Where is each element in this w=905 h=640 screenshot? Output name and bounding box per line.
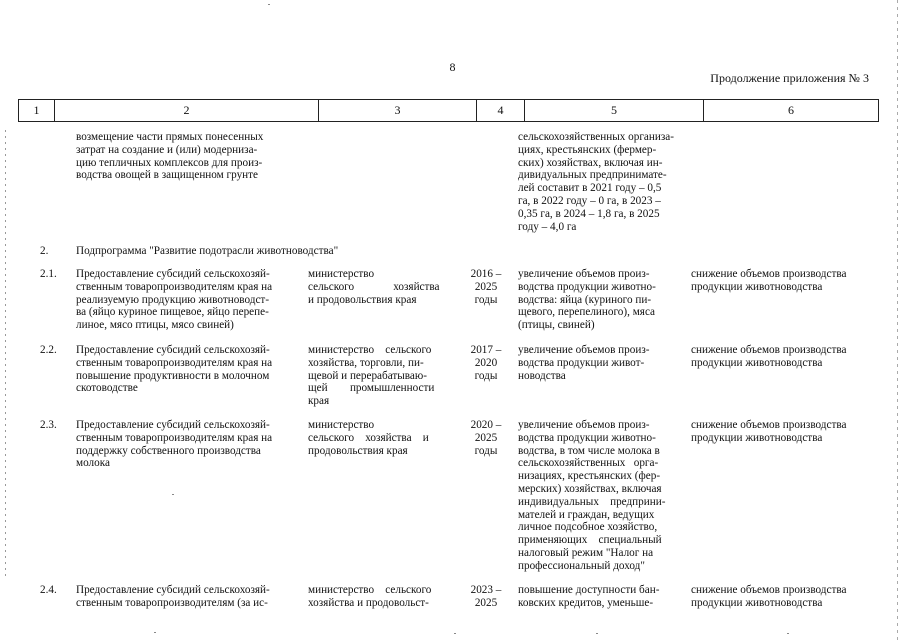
row-consequence: снижение объемов производства продукции животноводства: [691, 584, 847, 609]
scan-speck: [454, 633, 456, 634]
row-result: повышение доступности бан- ковских кредитов, уменьше-: [518, 584, 660, 609]
scan-speck: [268, 4, 270, 5]
scan-speck: [596, 633, 598, 634]
row-measure: возмещение части прямых понесенных затрат на создание и (или) модерниза- цию тепличных комплексов для произ- водства овощей в защищенном грунте: [76, 131, 264, 182]
scan-left-edge: [5, 130, 6, 580]
row-number: 2.4.: [40, 584, 57, 596]
continuation-label: Продолжение приложения № 3: [710, 71, 869, 85]
row-measure: Предоставление субсидий сельскохозяй- ственным товаропроизводителям края на повышение продуктивности в молочном скотоводстве: [76, 344, 273, 395]
row-number: 2.2.: [40, 344, 57, 356]
row-result: увеличение объемов произ- водства продукции живот- новодства: [518, 344, 650, 382]
scan-speck: [787, 633, 789, 634]
row-consequence: снижение объемов производства продукции животноводства: [691, 344, 847, 369]
row-number: 2.1.: [40, 268, 57, 280]
row-executor: министерство сельского хозяйства и продовольствия края: [308, 268, 440, 306]
row-measure: Предоставление субсидий сельскохозяй- ственным товаропроизводителям края на реализуемую продукцию животноводст- ва (яйцо куриное пищевое, яйцо перепе- линое, мясо птицы, мясо свиней): [76, 268, 273, 332]
row-measure: Подпрограмма "Развитие подотрасли животноводства": [76, 245, 339, 257]
scan-speck: [154, 632, 156, 633]
scan-speck: [172, 494, 174, 495]
row-result: увеличение объемов произ- водства продукции животно- водства: яйца (куриного пи- щевого, перепелиного), мяса (птицы, свиней): [518, 268, 656, 332]
row-measure: Предоставление субсидий сельскохозяй- ственным товаропроизводителям (за ис-: [76, 584, 270, 609]
row-number: 2.: [40, 245, 49, 257]
row-result: сельскохозяйственных организа- циях, крестьянских (фермер- ских) хозяйствах, включая ин- дивидуальных предпринимате- лей составит в 2021 году – 0,5 га, в 2022 году – 0 га, в 2023 – 0,35 га, в 2024 – 1,8 га, в 2025 году – 4,0 га: [518, 131, 674, 233]
row-result: увеличение объемов произ- водства продукции животно- водства, в том числе молока в сельскохозяйственных орга- низациях, крестьянских (фер- мерских) хозяйствах, включая индивидуальных предприни- мателей и граждан, ведущих личное подсобное хозяйство, применяющих специальный налоговый режим "Налог на профессиональный доход": [518, 419, 666, 572]
row-period: 2020 – 2025 годы: [470, 419, 502, 457]
row-executor: министерство сельского хозяйства и продовольст-: [308, 584, 432, 609]
header-col-6: 6: [788, 103, 794, 117]
header-col-4: 4: [477, 100, 525, 121]
row-executor: министерство сельского хозяйства, торговли, пи- щевой и перерабатываю- щей промышленности края: [308, 344, 435, 408]
row-number: 2.3.: [40, 419, 57, 431]
page-number: 8: [449, 60, 456, 74]
row-consequence: снижение объемов производства продукции животноводства: [691, 419, 847, 444]
header-col-5: 5: [525, 100, 704, 121]
table-header-row: [18, 99, 879, 122]
header-col-1: 1: [19, 100, 55, 121]
row-measure: Предоставление субсидий сельскохозяй- ственным товаропроизводителям края на поддержку собственного производства молока: [76, 419, 273, 470]
row-period: 2023 – 2025: [470, 584, 502, 609]
header-col-3: 3: [319, 100, 477, 121]
row-consequence: снижение объемов производства продукции животноводства: [691, 268, 847, 293]
row-period: 2016 – 2025 годы: [470, 268, 502, 306]
scan-right-edge: [897, 0, 898, 640]
header-col-2: 2: [55, 100, 319, 121]
row-executor: министерство сельского хозяйства и продовольствия края: [308, 419, 429, 457]
row-period: 2017 – 2020 годы: [470, 344, 502, 382]
